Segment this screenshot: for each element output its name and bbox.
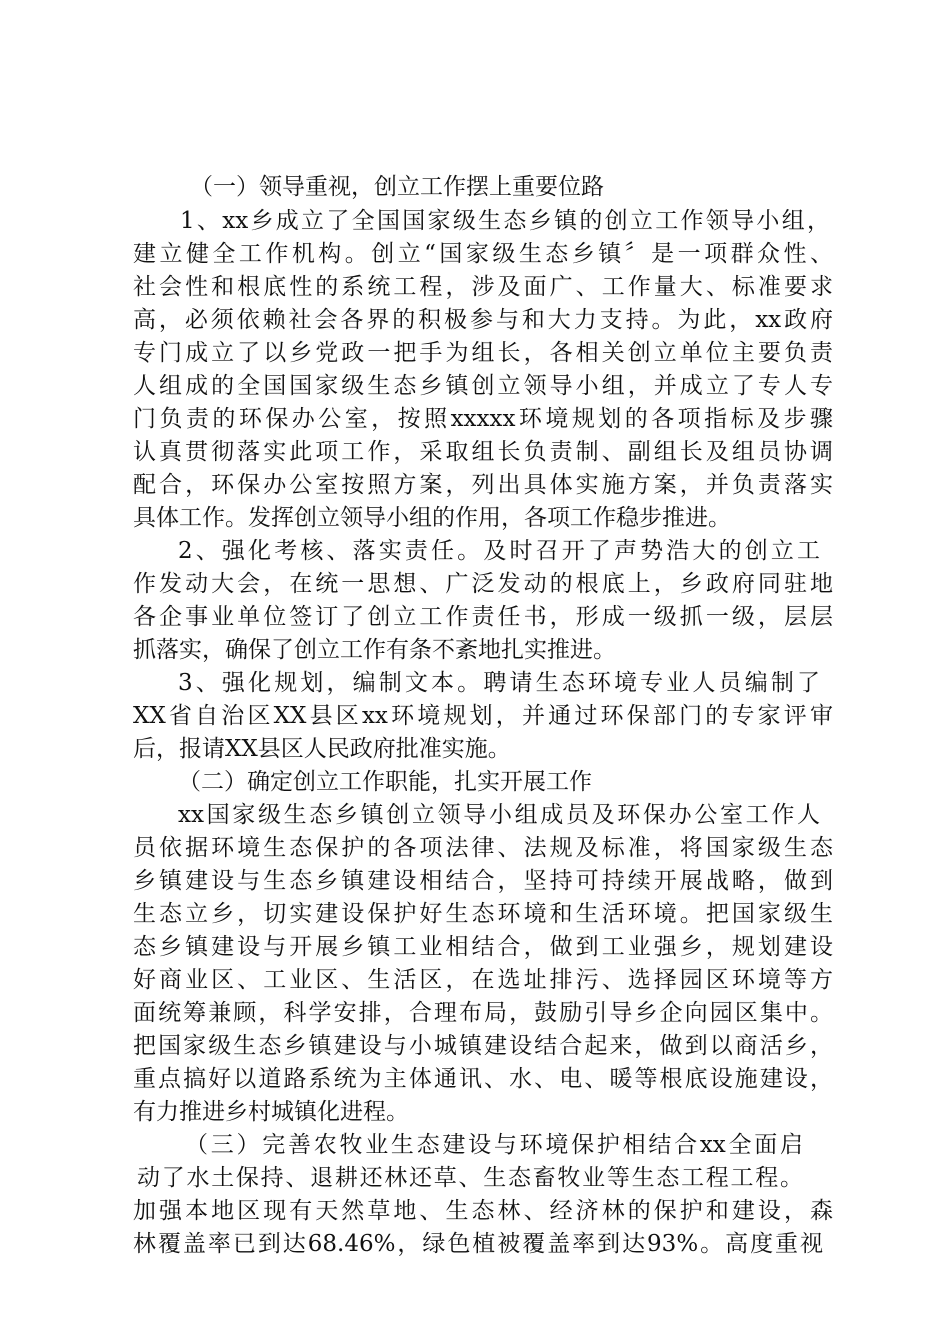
paragraph-line: 生态立乡，切实建设保护好生态环境和生活环境。把国家级生 xyxy=(133,901,833,927)
paragraph-line: 林覆盖率已到达68.46%，绿色植被覆盖率到达93%。高度重视 xyxy=(133,1231,823,1257)
paragraph-line: 态乡镇建设与开展乡镇工业相结合，做到工业强乡，规划建设 xyxy=(133,934,833,960)
paragraph-line: 面统筹兼顾，科学安排，合理布局，鼓励引导乡企向园区集中。 xyxy=(133,1000,833,1026)
section-heading-3: （三）完善农牧业生态建设与环境保护相结合xx全面启 xyxy=(185,1132,803,1158)
paragraph-line: 后，报请XX县区人民政府批准实施。 xyxy=(133,736,511,762)
paragraph-line: 门负责的环保办公室，按照xxxxx环境规划的各项指标及步骤 xyxy=(133,406,833,432)
paragraph-line: XX省自治区XX县区xx环境规划，并通过环保部门的专家评审 xyxy=(133,703,833,729)
paragraph-line: 专门成立了以乡党政一把手为组长，各相关创立单位主要负责 xyxy=(133,340,833,366)
paragraph-line: 配合，环保办公室按照方案，列出具体实施方案，并负责落实 xyxy=(133,472,833,498)
section-heading-2: （二）确定创立工作职能，扎实开展工作 xyxy=(178,769,592,795)
paragraph-line: xx国家级生态乡镇创立领导小组成员及环保办公室工作人 xyxy=(178,802,820,828)
paragraph-line: 3、强化规划，编制文本。聘请生态环境专业人员编制了 xyxy=(178,670,820,696)
paragraph-line: 认真贯彻落实此项工作，采取组长负责制、副组长及组员协调 xyxy=(133,439,833,465)
paragraph-line: 加强本地区现有天然草地、生态林、经济林的保护和建设，森 xyxy=(133,1198,833,1224)
section-heading-1: （一）领导重视，创立工作摆上重要位路 xyxy=(190,174,604,200)
paragraph-line: 1、xx乡成立了全国国家级生态乡镇的创立工作领导小组， xyxy=(180,208,830,234)
paragraph-line: 高，必须依赖社会各界的积极参与和大力支持。为此，xx政府 xyxy=(133,307,833,333)
paragraph-line: 重点搞好以道路系统为主体通讯、水、电、暖等根底设施建设， xyxy=(133,1066,833,1092)
paragraph-line: 建立健全工作机构。创立“国家级生态乡镇〞是一项群众性、 xyxy=(133,241,833,267)
paragraph-line: 有力推进乡村城镇化进程。 xyxy=(133,1099,409,1125)
paragraph-line: 乡镇建设与生态乡镇建设相结合，坚持可持续开展战略，做到 xyxy=(133,868,833,894)
paragraph-line: 作发动大会，在统一思想、广泛发动的根底上，乡政府同驻地 xyxy=(133,571,833,597)
paragraph-line: 社会性和根底性的系统工程，涉及面广、工作量大、标准要求 xyxy=(133,274,833,300)
paragraph-line: 人组成的全国国家级生态乡镇创立领导小组，并成立了专人专 xyxy=(133,373,833,399)
paragraph-line: 把国家级生态乡镇建设与小城镇建设结合起来，做到以商活乡， xyxy=(133,1033,833,1059)
paragraph-line: 具体工作。发挥创立领导小组的作用，各项工作稳步推进。 xyxy=(133,505,731,531)
paragraph-line: 2、强化考核、落实责任。及时召开了声势浩大的创立工 xyxy=(178,538,820,564)
paragraph-line: 动了水土保持、退耕还林还草、生态畜牧业等生态工程工程。 xyxy=(137,1165,803,1191)
paragraph-line: 各企事业单位签订了创立工作责任书，形成一级抓一级，层层 xyxy=(133,604,833,630)
paragraph-line: 抓落实，确保了创立工作有条不紊地扎实推进。 xyxy=(133,637,616,663)
paragraph-line: 好商业区、工业区、生活区，在选址排污、选择园区环境等方 xyxy=(133,967,833,993)
paragraph-line: 员依据环境生态保护的各项法律、法规及标准，将国家级生态 xyxy=(133,835,833,861)
